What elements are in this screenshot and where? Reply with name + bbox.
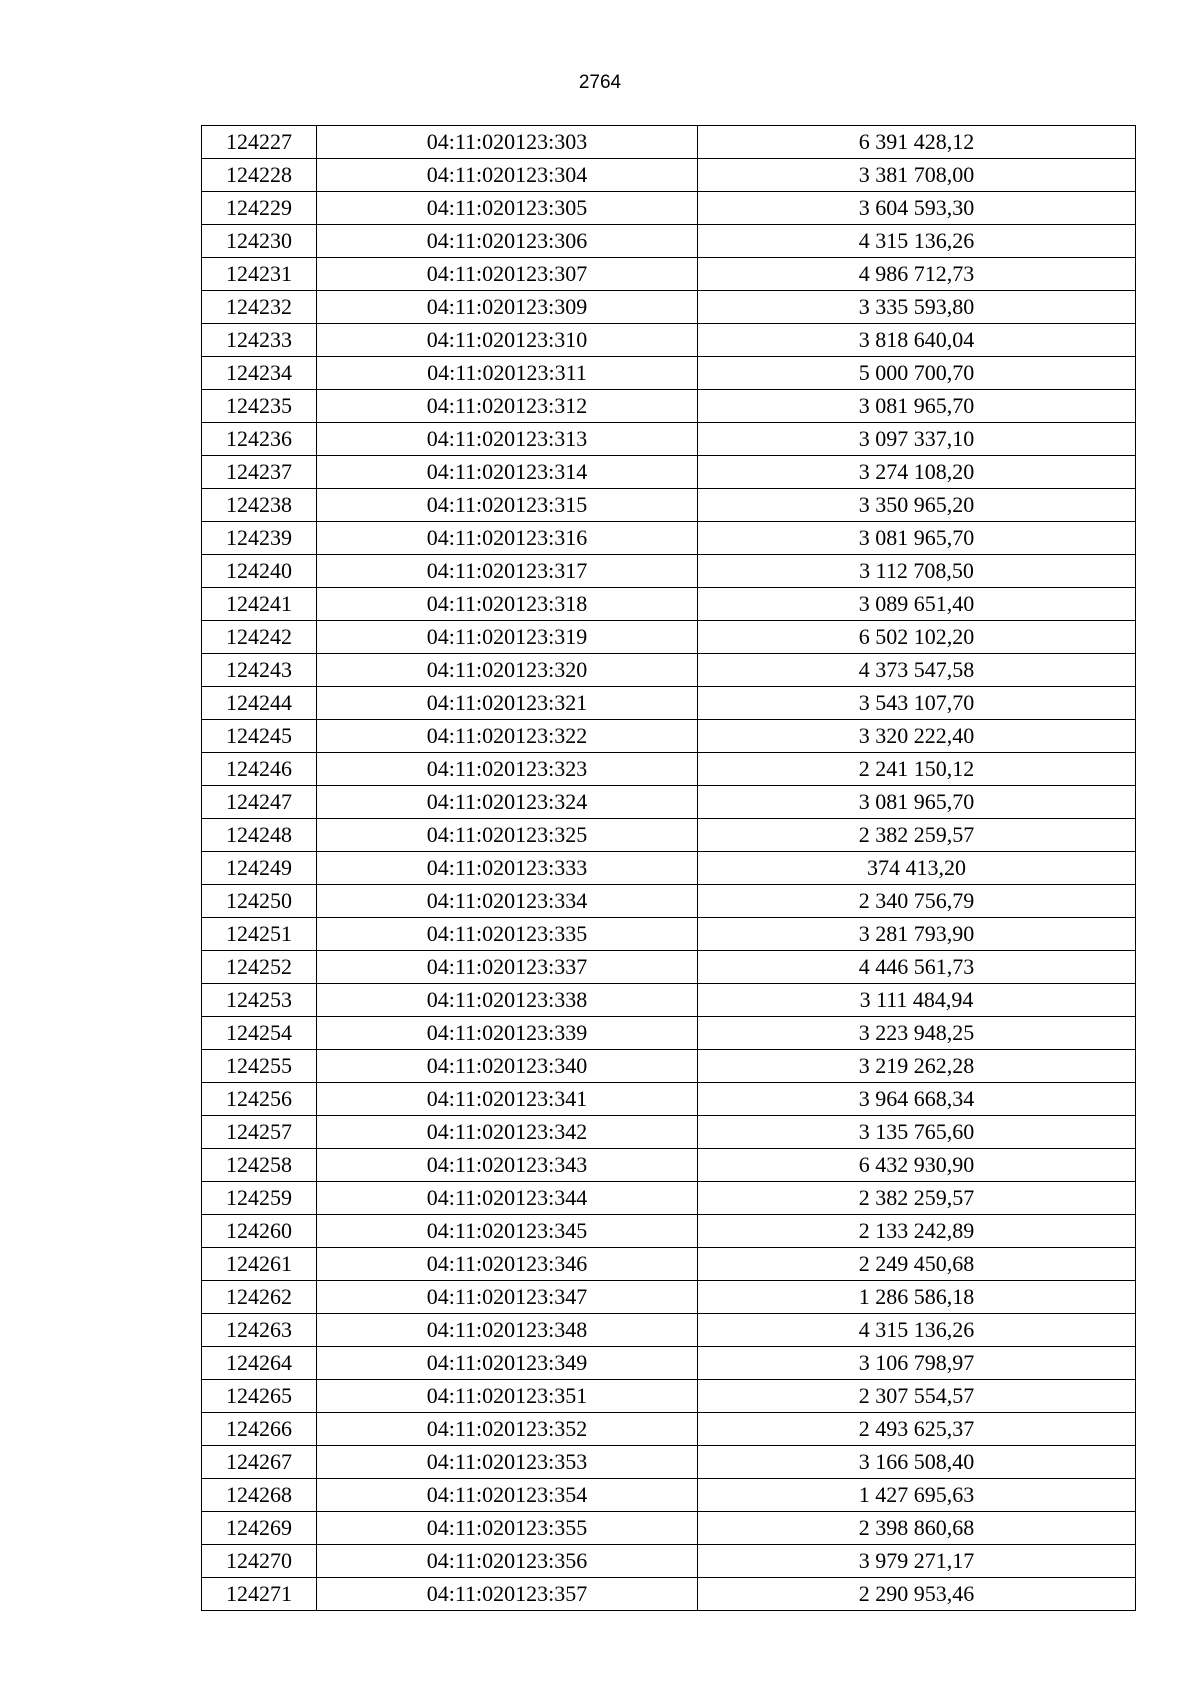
row-number-cell: 124271 (202, 1578, 317, 1611)
cadastral-number-cell: 04:11:020123:357 (317, 1578, 698, 1611)
row-number-cell: 124234 (202, 357, 317, 390)
cadastral-value-cell: 1 286 586,18 (698, 1281, 1136, 1314)
cadastral-number-cell: 04:11:020123:347 (317, 1281, 698, 1314)
row-number-cell: 124259 (202, 1182, 317, 1215)
table-row (202, 1050, 1136, 1083)
row-number-cell: 124263 (202, 1314, 317, 1347)
cadastral-value-cell: 3 081 965,70 (698, 522, 1136, 555)
table-row (202, 489, 1136, 522)
row-number-cell: 124254 (202, 1017, 317, 1050)
table-row (202, 1446, 1136, 1479)
cadastral-value-cell: 3 097 337,10 (698, 423, 1136, 456)
cadastral-value-cell: 3 818 640,04 (698, 324, 1136, 357)
cadastral-number-cell: 04:11:020123:322 (317, 720, 698, 753)
table-row (202, 258, 1136, 291)
table-row (202, 621, 1136, 654)
table-row (202, 885, 1136, 918)
table-row (202, 1545, 1136, 1578)
cadastral-value-cell: 2 382 259,57 (698, 1182, 1136, 1215)
cadastral-number-cell: 04:11:020123:334 (317, 885, 698, 918)
cadastral-value-cell: 6 432 930,90 (698, 1149, 1136, 1182)
row-number-cell: 124260 (202, 1215, 317, 1248)
row-number-cell: 124251 (202, 918, 317, 951)
row-number-cell: 124232 (202, 291, 317, 324)
cadastral-number-cell: 04:11:020123:312 (317, 390, 698, 423)
cadastral-value-cell: 3 320 222,40 (698, 720, 1136, 753)
cadastral-value-cell: 3 089 651,40 (698, 588, 1136, 621)
row-number-cell: 124244 (202, 687, 317, 720)
row-number-cell: 124250 (202, 885, 317, 918)
cadastral-value-cell: 3 274 108,20 (698, 456, 1136, 489)
cadastral-value-cell: 2 382 259,57 (698, 819, 1136, 852)
cadastral-number-cell: 04:11:020123:335 (317, 918, 698, 951)
table-row (202, 687, 1136, 720)
cadastral-value-cell: 5 000 700,70 (698, 357, 1136, 390)
table-row (202, 984, 1136, 1017)
table-row (202, 819, 1136, 852)
row-number-cell: 124266 (202, 1413, 317, 1446)
row-number-cell: 124253 (202, 984, 317, 1017)
cadastral-value-cell: 1 427 695,63 (698, 1479, 1136, 1512)
cadastral-value-cell: 3 166 508,40 (698, 1446, 1136, 1479)
table-row (202, 159, 1136, 192)
cadastral-number-cell: 04:11:020123:310 (317, 324, 698, 357)
cadastral-number-cell: 04:11:020123:341 (317, 1083, 698, 1116)
row-number-cell: 124249 (202, 852, 317, 885)
row-number-cell: 124257 (202, 1116, 317, 1149)
row-number-cell: 124245 (202, 720, 317, 753)
cadastral-number-cell: 04:11:020123:316 (317, 522, 698, 555)
table-body (202, 126, 1136, 1611)
cadastral-number-cell: 04:11:020123:321 (317, 687, 698, 720)
table-row (202, 753, 1136, 786)
cadastral-number-cell: 04:11:020123:315 (317, 489, 698, 522)
cadastral-number-cell: 04:11:020123:352 (317, 1413, 698, 1446)
cadastral-value-cell: 4 315 136,26 (698, 225, 1136, 258)
cadastral-number-cell: 04:11:020123:353 (317, 1446, 698, 1479)
table-row (202, 951, 1136, 984)
cadastral-number-cell: 04:11:020123:344 (317, 1182, 698, 1215)
table-row (202, 1182, 1136, 1215)
row-number-cell: 124238 (202, 489, 317, 522)
row-number-cell: 124270 (202, 1545, 317, 1578)
table-row (202, 786, 1136, 819)
cadastral-number-cell: 04:11:020123:311 (317, 357, 698, 390)
table-row (202, 1116, 1136, 1149)
cadastral-number-cell: 04:11:020123:314 (317, 456, 698, 489)
cadastral-value-cell: 2 249 450,68 (698, 1248, 1136, 1281)
cadastral-value-cell: 3 604 593,30 (698, 192, 1136, 225)
table-row (202, 357, 1136, 390)
cadastral-number-cell: 04:11:020123:351 (317, 1380, 698, 1413)
cadastral-number-cell: 04:11:020123:342 (317, 1116, 698, 1149)
cadastral-number-cell: 04:11:020123:348 (317, 1314, 698, 1347)
cadastral-value-cell: 3 111 484,94 (698, 984, 1136, 1017)
cadastral-number-cell: 04:11:020123:320 (317, 654, 698, 687)
cadastral-number-cell: 04:11:020123:323 (317, 753, 698, 786)
row-number-cell: 124265 (202, 1380, 317, 1413)
row-number-cell: 124228 (202, 159, 317, 192)
row-number-cell: 124241 (202, 588, 317, 621)
row-number-cell: 124227 (202, 126, 317, 159)
table-row (202, 1281, 1136, 1314)
table-row (202, 1248, 1136, 1281)
cadastral-number-cell: 04:11:020123:319 (317, 621, 698, 654)
table-row (202, 1314, 1136, 1347)
cadastral-number-cell: 04:11:020123:304 (317, 159, 698, 192)
cadastral-number-cell: 04:11:020123:355 (317, 1512, 698, 1545)
table-row (202, 852, 1136, 885)
row-number-cell: 124240 (202, 555, 317, 588)
cadastral-value-cell: 3 223 948,25 (698, 1017, 1136, 1050)
cadastral-value-cell: 4 986 712,73 (698, 258, 1136, 291)
cadastral-value-cell: 2 241 150,12 (698, 753, 1136, 786)
cadastral-number-cell: 04:11:020123:337 (317, 951, 698, 984)
row-number-cell: 124237 (202, 456, 317, 489)
cadastral-number-cell: 04:11:020123:349 (317, 1347, 698, 1380)
cadastral-number-cell: 04:11:020123:305 (317, 192, 698, 225)
row-number-cell: 124233 (202, 324, 317, 357)
cadastral-value-cell: 4 446 561,73 (698, 951, 1136, 984)
cadastral-value-cell: 2 493 625,37 (698, 1413, 1136, 1446)
table-row (202, 291, 1136, 324)
cadastral-number-cell: 04:11:020123:306 (317, 225, 698, 258)
cadastral-value-cell: 2 307 554,57 (698, 1380, 1136, 1413)
cadastral-value-cell: 2 398 860,68 (698, 1512, 1136, 1545)
cadastral-value-cell: 6 391 428,12 (698, 126, 1136, 159)
cadastral-number-cell: 04:11:020123:317 (317, 555, 698, 588)
table-row (202, 1347, 1136, 1380)
row-number-cell: 124243 (202, 654, 317, 687)
table-row (202, 1578, 1136, 1611)
cadastral-number-cell: 04:11:020123:345 (317, 1215, 698, 1248)
table-row (202, 192, 1136, 225)
cadastral-value-cell: 3 335 593,80 (698, 291, 1136, 324)
row-number-cell: 124267 (202, 1446, 317, 1479)
cadastral-number-cell: 04:11:020123:356 (317, 1545, 698, 1578)
table-row (202, 225, 1136, 258)
cadastral-value-cell: 2 340 756,79 (698, 885, 1136, 918)
row-number-cell: 124246 (202, 753, 317, 786)
cadastral-number-cell: 04:11:020123:339 (317, 1017, 698, 1050)
table-row (202, 1083, 1136, 1116)
table-row (202, 1215, 1136, 1248)
table-row (202, 1017, 1136, 1050)
cadastral-value-cell: 3 135 765,60 (698, 1116, 1136, 1149)
cadastral-value-cell: 3 964 668,34 (698, 1083, 1136, 1116)
table-row (202, 324, 1136, 357)
table-row (202, 126, 1136, 159)
table-row (202, 555, 1136, 588)
row-number-cell: 124235 (202, 390, 317, 423)
row-number-cell: 124262 (202, 1281, 317, 1314)
table-row (202, 456, 1136, 489)
table-row (202, 1479, 1136, 1512)
cadastral-number-cell: 04:11:020123:338 (317, 984, 698, 1017)
cadastral-value-cell: 4 315 136,26 (698, 1314, 1136, 1347)
table-row (202, 918, 1136, 951)
table-row (202, 720, 1136, 753)
cadastral-value-table (201, 125, 1136, 1611)
cadastral-value-cell: 3 081 965,70 (698, 786, 1136, 819)
row-number-cell: 124255 (202, 1050, 317, 1083)
row-number-cell: 124242 (202, 621, 317, 654)
table-row (202, 1413, 1136, 1446)
cadastral-value-cell: 4 373 547,58 (698, 654, 1136, 687)
row-number-cell: 124252 (202, 951, 317, 984)
page-number: 2764 (578, 72, 622, 93)
cadastral-number-cell: 04:11:020123:307 (317, 258, 698, 291)
cadastral-value-cell: 3 979 271,17 (698, 1545, 1136, 1578)
row-number-cell: 124239 (202, 522, 317, 555)
table-row (202, 654, 1136, 687)
table-row (202, 1512, 1136, 1545)
cadastral-value-cell: 3 381 708,00 (698, 159, 1136, 192)
row-number-cell: 124268 (202, 1479, 317, 1512)
cadastral-value-cell: 3 106 798,97 (698, 1347, 1136, 1380)
cadastral-value-cell: 3 543 107,70 (698, 687, 1136, 720)
cadastral-value-cell: 3 112 708,50 (698, 555, 1136, 588)
row-number-cell: 124231 (202, 258, 317, 291)
row-number-cell: 124264 (202, 1347, 317, 1380)
cadastral-value-cell: 2 133 242,89 (698, 1215, 1136, 1248)
cadastral-number-cell: 04:11:020123:354 (317, 1479, 698, 1512)
cadastral-value-cell: 3 081 965,70 (698, 390, 1136, 423)
row-number-cell: 124258 (202, 1149, 317, 1182)
table-row (202, 1149, 1136, 1182)
cadastral-number-cell: 04:11:020123:340 (317, 1050, 698, 1083)
table-row (202, 390, 1136, 423)
cadastral-number-cell: 04:11:020123:309 (317, 291, 698, 324)
cadastral-value-cell: 3 350 965,20 (698, 489, 1136, 522)
row-number-cell: 124269 (202, 1512, 317, 1545)
table-row (202, 1380, 1136, 1413)
cadastral-value-cell: 3 281 793,90 (698, 918, 1136, 951)
row-number-cell: 124229 (202, 192, 317, 225)
cadastral-number-cell: 04:11:020123:333 (317, 852, 698, 885)
row-number-cell: 124261 (202, 1248, 317, 1281)
cadastral-value-cell: 374 413,20 (698, 852, 1136, 885)
table-row (202, 588, 1136, 621)
cadastral-value-cell: 3 219 262,28 (698, 1050, 1136, 1083)
cadastral-number-cell: 04:11:020123:324 (317, 786, 698, 819)
cadastral-number-cell: 04:11:020123:343 (317, 1149, 698, 1182)
row-number-cell: 124248 (202, 819, 317, 852)
cadastral-number-cell: 04:11:020123:325 (317, 819, 698, 852)
cadastral-number-cell: 04:11:020123:318 (317, 588, 698, 621)
cadastral-number-cell: 04:11:020123:346 (317, 1248, 698, 1281)
table-row (202, 522, 1136, 555)
row-number-cell: 124236 (202, 423, 317, 456)
table-row (202, 423, 1136, 456)
row-number-cell: 124256 (202, 1083, 317, 1116)
row-number-cell: 124230 (202, 225, 317, 258)
cadastral-value-cell: 2 290 953,46 (698, 1578, 1136, 1611)
cadastral-number-cell: 04:11:020123:303 (317, 126, 698, 159)
cadastral-value-cell: 6 502 102,20 (698, 621, 1136, 654)
row-number-cell: 124247 (202, 786, 317, 819)
cadastral-number-cell: 04:11:020123:313 (317, 423, 698, 456)
